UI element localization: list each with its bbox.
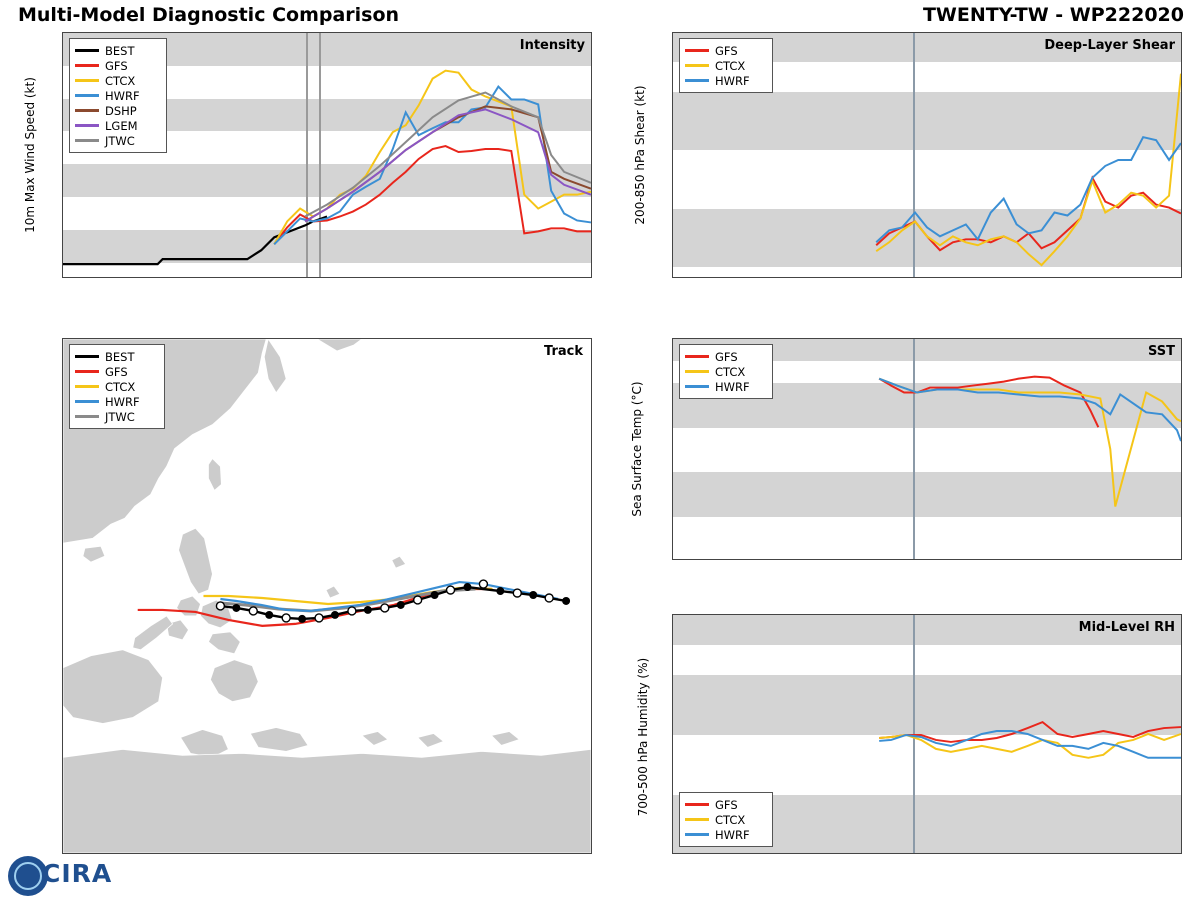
legend-label-lgem: LGEM <box>105 118 138 133</box>
rh-y-label: 700-500 hPa Humidity (%) <box>636 657 650 817</box>
legend-label-best: BEST <box>105 349 135 364</box>
legend-label-hwrf: HWRF <box>715 827 750 842</box>
shear-legend <box>679 38 773 93</box>
legend-swatch-gfs <box>75 370 99 373</box>
legend-label-dshp: DSHP <box>105 103 137 118</box>
legend-swatch-ctcx <box>75 385 99 388</box>
track-legend <box>69 344 165 429</box>
logo-text: CIRA <box>42 859 113 888</box>
legend-label-ctcx: CTCX <box>715 364 746 379</box>
legend-swatch-ctcx <box>685 818 709 821</box>
legend-swatch-ctcx <box>75 79 99 82</box>
storm-id-title: TWENTY-TW - WP222020 <box>922 4 1184 26</box>
legend-label-gfs: GFS <box>715 43 738 58</box>
legend-label-ctcx: CTCX <box>105 73 136 88</box>
page-title: Multi-Model Diagnostic Comparison <box>18 4 400 26</box>
legend-label-jtwc: JTWC <box>105 133 135 148</box>
sst-y-label: Sea Surface Temp (°C) <box>630 381 644 517</box>
rh-legend <box>679 792 773 847</box>
legend-label-ctcx: CTCX <box>715 812 746 827</box>
legend-swatch-hwrf <box>685 79 709 82</box>
legend-swatch-ctcx <box>685 64 709 67</box>
legend-swatch-gfs <box>75 64 99 67</box>
legend-label-best: BEST <box>105 43 135 58</box>
legend-swatch-best <box>75 49 99 52</box>
sst-panel-title: SST <box>1147 344 1175 359</box>
shear-panel-title: Deep-Layer Shear <box>1044 38 1175 53</box>
shear-plot <box>672 32 1182 278</box>
legend-swatch-best <box>75 355 99 358</box>
legend-swatch-hwrf <box>685 833 709 836</box>
rh-panel-title: Mid-Level RH <box>1078 620 1175 635</box>
legend-swatch-jtwc <box>75 139 99 142</box>
legend-swatch-hwrf <box>685 385 709 388</box>
legend-label-gfs: GFS <box>105 364 128 379</box>
intensity-y-label: 10m Max Wind Speed (kt) <box>23 77 37 233</box>
legend-swatch-gfs <box>685 803 709 806</box>
rh-plot <box>672 614 1182 854</box>
intensity-plot <box>62 32 592 278</box>
legend-swatch-ctcx <box>685 370 709 373</box>
legend-label-hwrf: HWRF <box>715 379 750 394</box>
track-plot <box>62 338 592 854</box>
legend-label-hwrf: HWRF <box>105 394 140 409</box>
intensity-panel-title: Intensity <box>519 38 585 53</box>
legend-swatch-gfs <box>685 355 709 358</box>
sst-legend <box>679 344 773 399</box>
legend-label-gfs: GFS <box>715 797 738 812</box>
legend-label-ctcx: CTCX <box>715 58 746 73</box>
legend-label-hwrf: HWRF <box>715 73 750 88</box>
legend-swatch-hwrf <box>75 400 99 403</box>
cira-logo <box>8 856 130 896</box>
legend-swatch-jtwc <box>75 415 99 418</box>
shear-y-label: 200-850 hPa Shear (kt) <box>633 85 647 225</box>
legend-label-gfs: GFS <box>105 58 128 73</box>
intensity-legend <box>69 38 167 153</box>
legend-swatch-dshp <box>75 109 99 112</box>
legend-label-ctcx: CTCX <box>105 379 136 394</box>
legend-label-hwrf: HWRF <box>105 88 140 103</box>
legend-swatch-lgem <box>75 124 99 127</box>
legend-label-gfs: GFS <box>715 349 738 364</box>
legend-swatch-gfs <box>685 49 709 52</box>
legend-label-jtwc: JTWC <box>105 409 135 424</box>
track-panel-title: Track <box>544 344 583 359</box>
sst-plot <box>672 338 1182 560</box>
legend-swatch-hwrf <box>75 94 99 97</box>
